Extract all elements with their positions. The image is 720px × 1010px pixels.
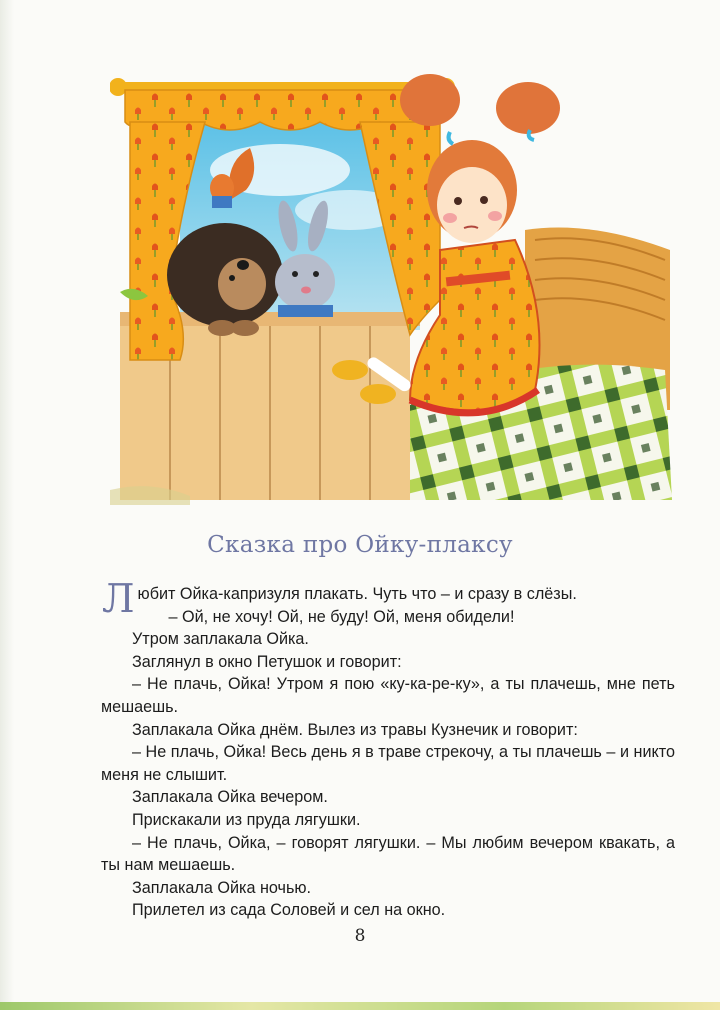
story-illustration: [110, 60, 675, 505]
story-paragraph: – Не плачь, Ойка! Весь день я в траве стрекочу, а ты плачешь – и никто меня не слышит.: [101, 743, 675, 784]
page-number: 8: [354, 926, 366, 946]
story-paragraph: Любит Ойка-капризуля плакать. Чуть что – и сразу в слёзы.: [102, 577, 577, 622]
story-paragraph: Утром заплакала Ойка.: [132, 630, 309, 649]
story-paragraph: Прискакали из пруда лягушки.: [132, 810, 361, 829]
story-paragraph: – Не плачь, Ойка, – говорят лягушки. – Мы любим вечером квакать, а ты нам мешаешь.: [101, 833, 675, 875]
story-paragraph: Заглянул в окно Петушок и говорит:: [132, 652, 402, 671]
page-edge: [0, 0, 14, 1010]
story-paragraph: Заплакала Ойка днём. Вылез из травы Кузнечик и говорит:: [132, 720, 578, 739]
story-paragraph: Заплакала Ойка ночью.: [132, 878, 312, 897]
story-title: Сказка про Ойку-плаксу: [207, 532, 513, 558]
story-paragraph: Прилетел из сада Соловей и сел на окно.: [132, 901, 446, 920]
story-paragraph: – Не плачь, Ойка! Утром я пою «ку-ка-ре-ку», а ты плачешь, мне петь мешаешь.: [101, 675, 675, 716]
story-text: [101, 577, 675, 922]
story-paragraph: – Ой, не хочу! Ой, не буду! Ой, меня обидели!: [168, 607, 515, 626]
page-bottom-border: [0, 1002, 720, 1010]
story-paragraph: Заплакала Ойка вечером.: [132, 788, 328, 807]
drop-cap: Л: [102, 577, 135, 622]
